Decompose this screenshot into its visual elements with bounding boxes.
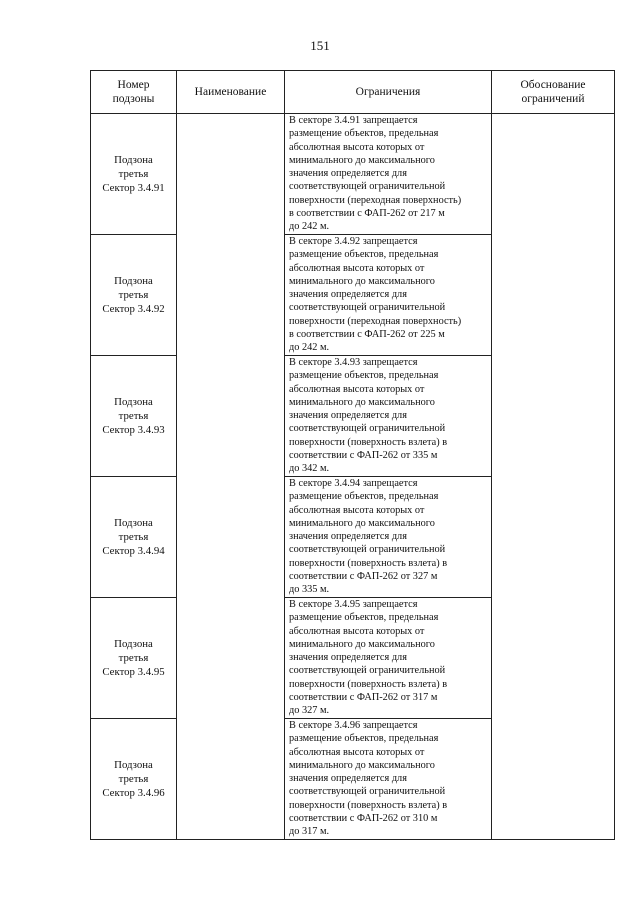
header-restrictions: Ограничения: [285, 71, 492, 114]
restriction-line: абсолютная высота которых от: [289, 504, 425, 516]
restriction-line: размещение объектов, предельная: [289, 370, 439, 382]
restriction-line: до 342 м.: [289, 463, 330, 475]
restriction-line: минимального до максимального: [289, 759, 435, 771]
restriction-line: значения определяется для: [289, 531, 407, 543]
zone-number-line: Сектор 3.4.93: [102, 424, 165, 436]
zone-number-cell: [91, 356, 177, 477]
restrictions-table: [90, 70, 615, 840]
restriction-line: В секторе 3.4.96 запрещается: [289, 720, 418, 731]
zone-number-cell: [91, 477, 177, 598]
restriction-line: соответствии с ФАП-262 от 317 м: [289, 692, 438, 704]
restriction-line: минимального до максимального: [289, 275, 435, 287]
zone-number-line: третья: [118, 652, 149, 664]
restriction-line: значения определяется для: [289, 289, 407, 301]
restriction-cell: [285, 477, 492, 598]
zone-number-cell: [91, 235, 177, 356]
table-header-row: [91, 71, 615, 114]
zone-number-line: третья: [118, 531, 149, 543]
zone-number-line: Сектор 3.4.94: [102, 545, 165, 557]
restriction-line: поверхности (поверхность взлета) в: [289, 436, 448, 448]
header-name: Наименование: [177, 71, 285, 114]
restriction-line: В секторе 3.4.92 запрещается: [289, 236, 418, 247]
restriction-line: минимального до максимального: [289, 396, 435, 408]
name-cell: [177, 114, 285, 840]
zone-number-line: Сектор 3.4.95: [102, 666, 165, 678]
zone-number-line: третья: [118, 410, 149, 422]
restriction-line: соответствии с ФАП-262 от 335 м: [289, 450, 438, 462]
restriction-line: абсолютная высота которых от: [289, 262, 425, 274]
restriction-line: размещение объектов, предельная: [289, 128, 439, 140]
restriction-cell: [285, 235, 492, 356]
restriction-line: абсолютная высота которых от: [289, 141, 425, 153]
header-justification-line: Обоснование: [520, 79, 586, 91]
restriction-line: соответствии с ФАП-262 от 310 м: [289, 813, 438, 825]
restriction-line: поверхности (поверхность взлета) в: [289, 678, 448, 690]
zone-number-line: третья: [118, 289, 149, 301]
zone-number-line: Подзона: [114, 396, 153, 408]
restriction-line: В секторе 3.4.93 запрещается: [289, 357, 418, 368]
restriction-line: до 242 м.: [289, 342, 330, 354]
restriction-line: абсолютная высота которых от: [289, 625, 425, 637]
restriction-line: соответствующей ограничительной: [289, 786, 446, 798]
header-justification-line: ограничений: [521, 93, 585, 105]
zone-number-cell: [91, 598, 177, 719]
restriction-cell: [285, 719, 492, 840]
restriction-line: поверхности (переходная поверхность): [289, 194, 462, 206]
restriction-line: абсолютная высота которых от: [289, 746, 425, 758]
restriction-line: до 335 м.: [289, 584, 330, 596]
header-zone-number-line: подзоны: [112, 93, 155, 105]
restriction-line: до 327 м.: [289, 705, 330, 717]
restriction-line: соответствии с ФАП-262 от 327 м: [289, 571, 438, 583]
zone-number-line: третья: [118, 773, 149, 785]
restriction-line: соответствующей ограничительной: [289, 423, 446, 435]
restriction-line: абсолютная высота которых от: [289, 383, 425, 395]
restriction-cell: [285, 114, 492, 235]
restriction-line: в соответствии с ФАП-262 от 225 м: [289, 329, 445, 341]
restriction-line: поверхности (переходная поверхность): [289, 315, 462, 327]
restriction-line: значения определяется для: [289, 773, 407, 785]
restriction-line: значения определяется для: [289, 168, 407, 180]
restriction-line: размещение объектов, предельная: [289, 491, 439, 503]
restriction-line: до 242 м.: [289, 221, 330, 233]
header-zone-number: [91, 71, 177, 114]
restriction-line: соответствующей ограничительной: [289, 181, 446, 193]
restriction-line: соответствующей ограничительной: [289, 665, 446, 677]
page-number: 151: [310, 38, 330, 53]
header-zone-number-line: Номер: [117, 79, 150, 91]
zone-number-line: Подзона: [114, 759, 153, 771]
zone-number-line: Сектор 3.4.92: [102, 303, 165, 315]
restriction-line: значения определяется для: [289, 410, 407, 422]
restriction-line: соответствующей ограничительной: [289, 544, 446, 556]
restriction-line: В секторе 3.4.91 запрещается: [289, 115, 418, 126]
restriction-line: до 317 м.: [289, 826, 330, 838]
restriction-line: поверхности (поверхность взлета) в: [289, 799, 448, 811]
restriction-line: соответствующей ограничительной: [289, 302, 446, 314]
table-row: [91, 114, 615, 235]
restriction-line: минимального до максимального: [289, 154, 435, 166]
restriction-line: значения определяется для: [289, 652, 407, 664]
restriction-line: размещение объектов, предельная: [289, 733, 439, 745]
zone-number-cell: [91, 114, 177, 235]
restriction-line: минимального до максимального: [289, 517, 435, 529]
restriction-cell: [285, 356, 492, 477]
header-justification: [492, 71, 615, 114]
zone-number-line: Подзона: [114, 638, 153, 650]
restriction-line: В секторе 3.4.95 запрещается: [289, 599, 418, 610]
zone-number-cell: [91, 719, 177, 840]
zone-number-line: третья: [118, 168, 149, 180]
restriction-cell: [285, 598, 492, 719]
zone-number-line: Подзона: [114, 154, 153, 166]
zone-number-line: Подзона: [114, 275, 153, 287]
justification-cell: [492, 114, 615, 840]
restriction-line: размещение объектов, предельная: [289, 249, 439, 261]
zone-number-line: Сектор 3.4.96: [102, 787, 165, 799]
restriction-line: минимального до максимального: [289, 638, 435, 650]
restriction-line: поверхности (поверхность взлета) в: [289, 557, 448, 569]
restriction-line: В секторе 3.4.94 запрещается: [289, 478, 418, 489]
zone-number-line: Сектор 3.4.91: [102, 182, 165, 194]
zone-number-line: Подзона: [114, 517, 153, 529]
restriction-line: размещение объектов, предельная: [289, 612, 439, 624]
restriction-line: в соответствии с ФАП-262 от 217 м: [289, 208, 445, 220]
